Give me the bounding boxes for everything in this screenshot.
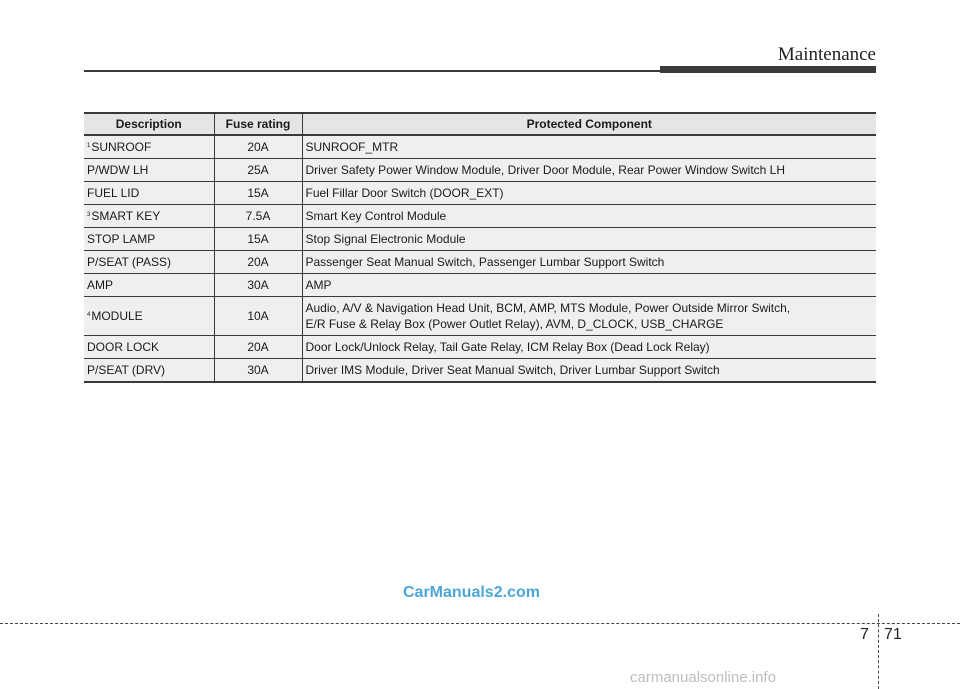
component-cell — [302, 297, 876, 336]
column-header-protected-component: Protected Component — [302, 113, 876, 135]
fuse-rating-cell: 20A — [214, 336, 302, 359]
component-cell: Driver Safety Power Window Module, Driver Door Module, Rear Power Window Switch LH — [302, 159, 876, 182]
component-cell: Driver IMS Module, Driver Seat Manual Switch, Driver Lumbar Support Switch — [302, 359, 876, 383]
footnote-marker: 3 — [87, 212, 91, 218]
description-text: SUNROOF — [91, 140, 152, 154]
fuse-rating-cell: 15A — [214, 182, 302, 205]
description-cell: DOOR LOCK — [84, 336, 214, 359]
page-number: 71 — [884, 626, 902, 643]
description-cell: P/SEAT (PASS) — [84, 251, 214, 274]
table-row — [84, 228, 876, 251]
table-row — [84, 274, 876, 297]
component-cell: Fuel Fillar Door Switch (DOOR_EXT) — [302, 182, 876, 205]
footer-vertical-dashed-rule — [878, 614, 879, 689]
component-cell: Door Lock/Unlock Relay, Tail Gate Relay, ICM Relay Box (Dead Lock Relay) — [302, 336, 876, 359]
component-cell: SUNROOF_MTR — [302, 135, 876, 159]
table-row — [84, 135, 876, 159]
footer-dashed-rule — [0, 623, 960, 624]
fuse-rating-cell: 25A — [214, 159, 302, 182]
description-cell: FUEL LID — [84, 182, 214, 205]
fuse-rating-cell: 7.5A — [214, 205, 302, 228]
table-header-row — [84, 113, 876, 135]
header-bar — [660, 66, 876, 73]
component-line-2: E/R Fuse & Relay Box (Power Outlet Relay), AVM, D_CLOCK, USB_CHARGE — [305, 317, 724, 331]
bottom-watermark: carmanualsonline.info — [630, 669, 776, 686]
table-row — [84, 336, 876, 359]
chapter-number: 7 — [860, 626, 869, 643]
table-row — [84, 159, 876, 182]
fuse-rating-cell: 30A — [214, 359, 302, 383]
column-header-description: Description — [84, 113, 214, 135]
description-cell: P/SEAT (DRV) — [84, 359, 214, 383]
table-row — [84, 182, 876, 205]
section-title: Maintenance — [777, 44, 876, 65]
component-cell: Smart Key Control Module — [302, 205, 876, 228]
watermark-link[interactable]: CarManuals2.com — [403, 584, 540, 601]
table-row — [84, 251, 876, 274]
description-cell: AMP — [84, 274, 214, 297]
description-text: SMART KEY — [91, 209, 161, 223]
component-cell: AMP — [302, 274, 876, 297]
description-cell — [84, 205, 214, 228]
fuse-table — [84, 112, 876, 383]
footnote-marker: 1 — [87, 143, 91, 149]
table-row — [84, 297, 876, 336]
table-row — [84, 205, 876, 228]
column-header-fuse-rating: Fuse rating — [214, 113, 302, 135]
fuse-rating-cell: 20A — [214, 135, 302, 159]
footnote-marker: 4 — [87, 312, 91, 318]
description-cell: P/WDW LH — [84, 159, 214, 182]
description-cell — [84, 135, 214, 159]
description-text: MODULE — [91, 309, 143, 323]
table-row — [84, 359, 876, 383]
description-cell: STOP LAMP — [84, 228, 214, 251]
description-cell — [84, 297, 214, 336]
component-line-1: Audio, A/V & Navigation Head Unit, BCM, AMP, MTS Module, Power Outside Mirror Switch, — [305, 301, 791, 315]
fuse-rating-cell: 30A — [214, 274, 302, 297]
fuse-rating-cell: 15A — [214, 228, 302, 251]
fuse-rating-cell: 10A — [214, 297, 302, 336]
header-rule — [84, 70, 660, 72]
fuse-rating-cell: 20A — [214, 251, 302, 274]
component-cell: Stop Signal Electronic Module — [302, 228, 876, 251]
component-cell: Passenger Seat Manual Switch, Passenger Lumbar Support Switch — [302, 251, 876, 274]
